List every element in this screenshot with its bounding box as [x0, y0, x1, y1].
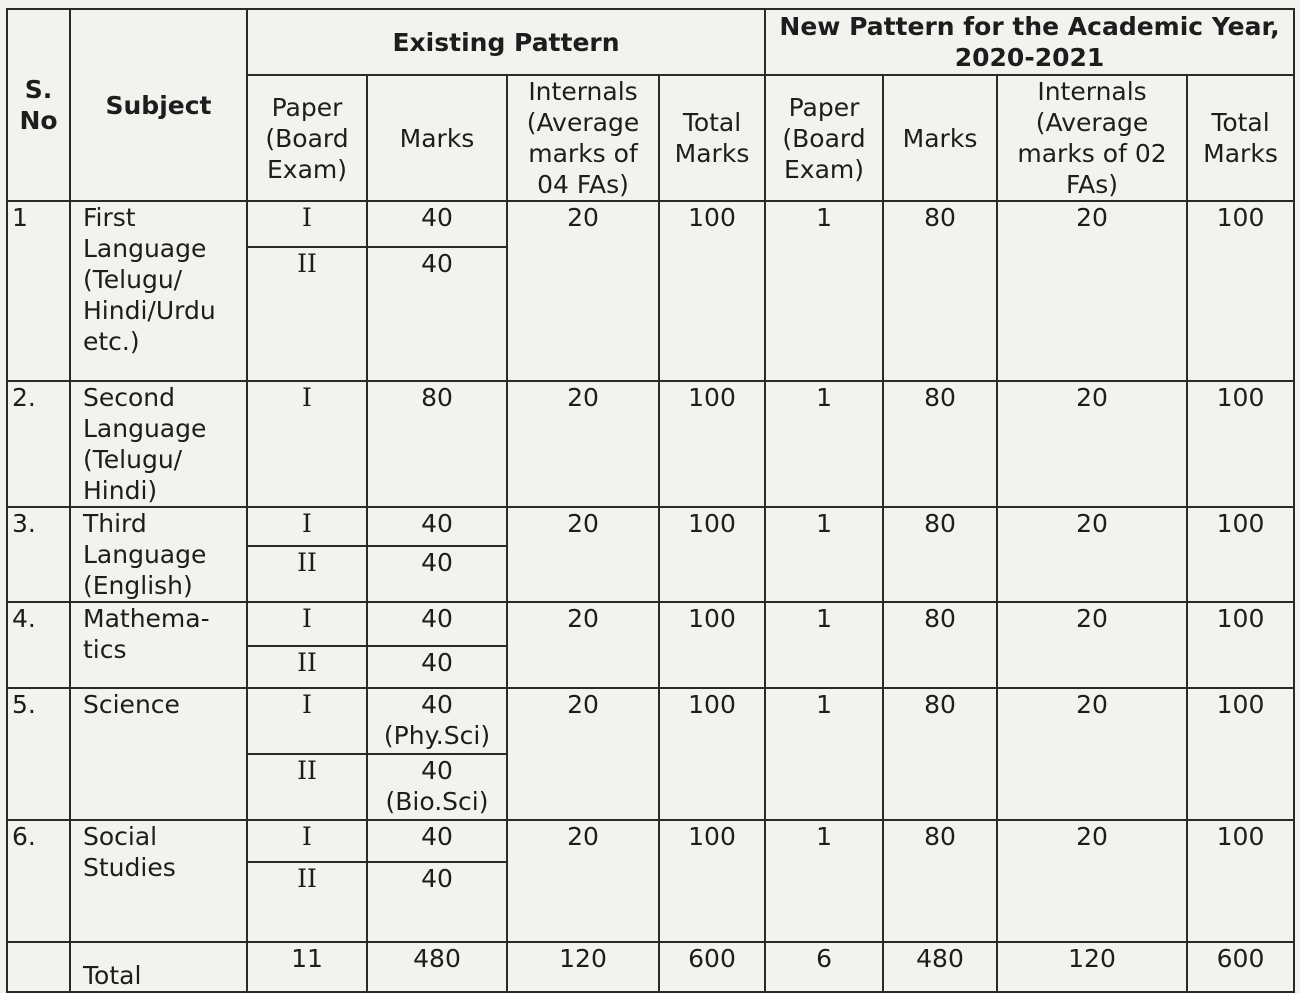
exam-pattern-table [6, 8, 1295, 993]
row-new-internals: 20 [997, 820, 1187, 942]
row-new-total: 100 [1187, 201, 1294, 381]
row-new-marks: 80 [883, 507, 997, 602]
row-internals: 20 [507, 602, 659, 688]
row-paper: I [247, 688, 367, 754]
row-marks: 40 [367, 247, 507, 381]
row-subject: Third Language (English) [70, 507, 247, 602]
row-new-marks: 80 [883, 602, 997, 688]
row-total: 100 [659, 381, 765, 507]
row-new-total: 100 [1187, 381, 1294, 507]
marks-value: 40 [421, 690, 453, 719]
row-marks: 40 [367, 862, 507, 942]
row-paper: I [247, 820, 367, 862]
row-paper: I [247, 602, 367, 646]
row-internals: 20 [507, 688, 659, 820]
row-new-total: 100 [1187, 602, 1294, 688]
row-paper: I [247, 381, 367, 507]
totals-new-internals: 120 [997, 942, 1187, 992]
row-new-paper: 1 [765, 507, 883, 602]
row-marks: 40 [367, 507, 507, 546]
row-new-total: 100 [1187, 688, 1294, 820]
table-row [7, 602, 1294, 646]
table-row [7, 507, 1294, 546]
row-sno: 3. [7, 507, 70, 602]
row-paper: II [247, 546, 367, 602]
marks-value: 40 [421, 756, 453, 785]
row-paper: I [247, 507, 367, 546]
row-total: 100 [659, 201, 765, 381]
row-paper: II [247, 862, 367, 942]
row-new-paper: 1 [765, 602, 883, 688]
row-new-internals: 20 [997, 201, 1187, 381]
totals-row [7, 942, 1294, 992]
row-new-marks: 80 [883, 381, 997, 507]
row-marks [367, 754, 507, 820]
totals-new-total: 600 [1187, 942, 1294, 992]
table-row [7, 688, 1294, 754]
row-new-internals: 20 [997, 688, 1187, 820]
row-paper: II [247, 247, 367, 381]
row-internals: 20 [507, 381, 659, 507]
row-sno: 6. [7, 820, 70, 942]
table-row [7, 201, 1294, 247]
row-total: 100 [659, 688, 765, 820]
marks-note: (Bio.Sci) [385, 787, 489, 816]
row-new-paper: 1 [765, 201, 883, 381]
row-new-total: 100 [1187, 507, 1294, 602]
row-internals: 20 [507, 507, 659, 602]
row-sno: 1 [7, 201, 70, 381]
row-paper: II [247, 754, 367, 820]
row-subject: First Language (Telugu/ Hindi/Urdu etc.) [70, 201, 247, 381]
totals-sno [7, 942, 70, 992]
header-existing-pattern: Existing Pattern [247, 9, 765, 75]
header-new-marks: Marks [883, 75, 997, 201]
row-new-marks: 80 [883, 688, 997, 820]
row-marks: 80 [367, 381, 507, 507]
header-sno: S. No [7, 9, 70, 201]
table-row [7, 381, 1294, 507]
header-new-paper: Paper (Board Exam) [765, 75, 883, 201]
row-sno: 4. [7, 602, 70, 688]
row-paper: I [247, 201, 367, 247]
row-new-internals: 20 [997, 507, 1187, 602]
row-subject: Social Studies [70, 820, 247, 942]
row-new-marks: 80 [883, 820, 997, 942]
row-subject: Science [70, 688, 247, 820]
table-row [7, 820, 1294, 862]
row-total: 100 [659, 507, 765, 602]
header-existing-marks: Marks [367, 75, 507, 201]
row-total: 100 [659, 602, 765, 688]
header-new-pattern: New Pattern for the Academic Year, 2020-2021 [765, 9, 1294, 75]
marks-note: (Phy.Sci) [383, 721, 491, 750]
totals-new-paper: 6 [765, 942, 883, 992]
row-marks: 40 [367, 546, 507, 602]
row-sno: 5. [7, 688, 70, 820]
row-paper: II [247, 646, 367, 688]
header-subject: Subject [70, 9, 247, 201]
row-subject: Mathema-tics [70, 602, 247, 688]
header-existing-paper: Paper (Board Exam) [247, 75, 367, 201]
row-subject: Second Language (Telugu/ Hindi) [70, 381, 247, 507]
totals-total: 600 [659, 942, 765, 992]
row-internals: 20 [507, 820, 659, 942]
row-marks: 40 [367, 820, 507, 862]
header-new-internals: Internals (Average marks of 02 FAs) [997, 75, 1187, 201]
row-new-paper: 1 [765, 688, 883, 820]
header-new-total: Total Marks [1187, 75, 1294, 201]
row-marks: 40 [367, 201, 507, 247]
header-existing-total: Total Marks [659, 75, 765, 201]
row-marks: 40 [367, 646, 507, 688]
totals-internals: 120 [507, 942, 659, 992]
totals-label: Total [70, 942, 247, 992]
row-new-internals: 20 [997, 381, 1187, 507]
header-existing-internals: Internals (Average marks of 04 FAs) [507, 75, 659, 201]
row-total: 100 [659, 820, 765, 942]
row-new-internals: 20 [997, 602, 1187, 688]
row-new-paper: 1 [765, 381, 883, 507]
totals-papers: 11 [247, 942, 367, 992]
totals-marks: 480 [367, 942, 507, 992]
row-marks [367, 688, 507, 754]
totals-new-marks: 480 [883, 942, 997, 992]
row-new-marks: 80 [883, 201, 997, 381]
row-sno: 2. [7, 381, 70, 507]
row-new-paper: 1 [765, 820, 883, 942]
row-internals: 20 [507, 201, 659, 381]
row-new-total: 100 [1187, 820, 1294, 942]
row-marks: 40 [367, 602, 507, 646]
